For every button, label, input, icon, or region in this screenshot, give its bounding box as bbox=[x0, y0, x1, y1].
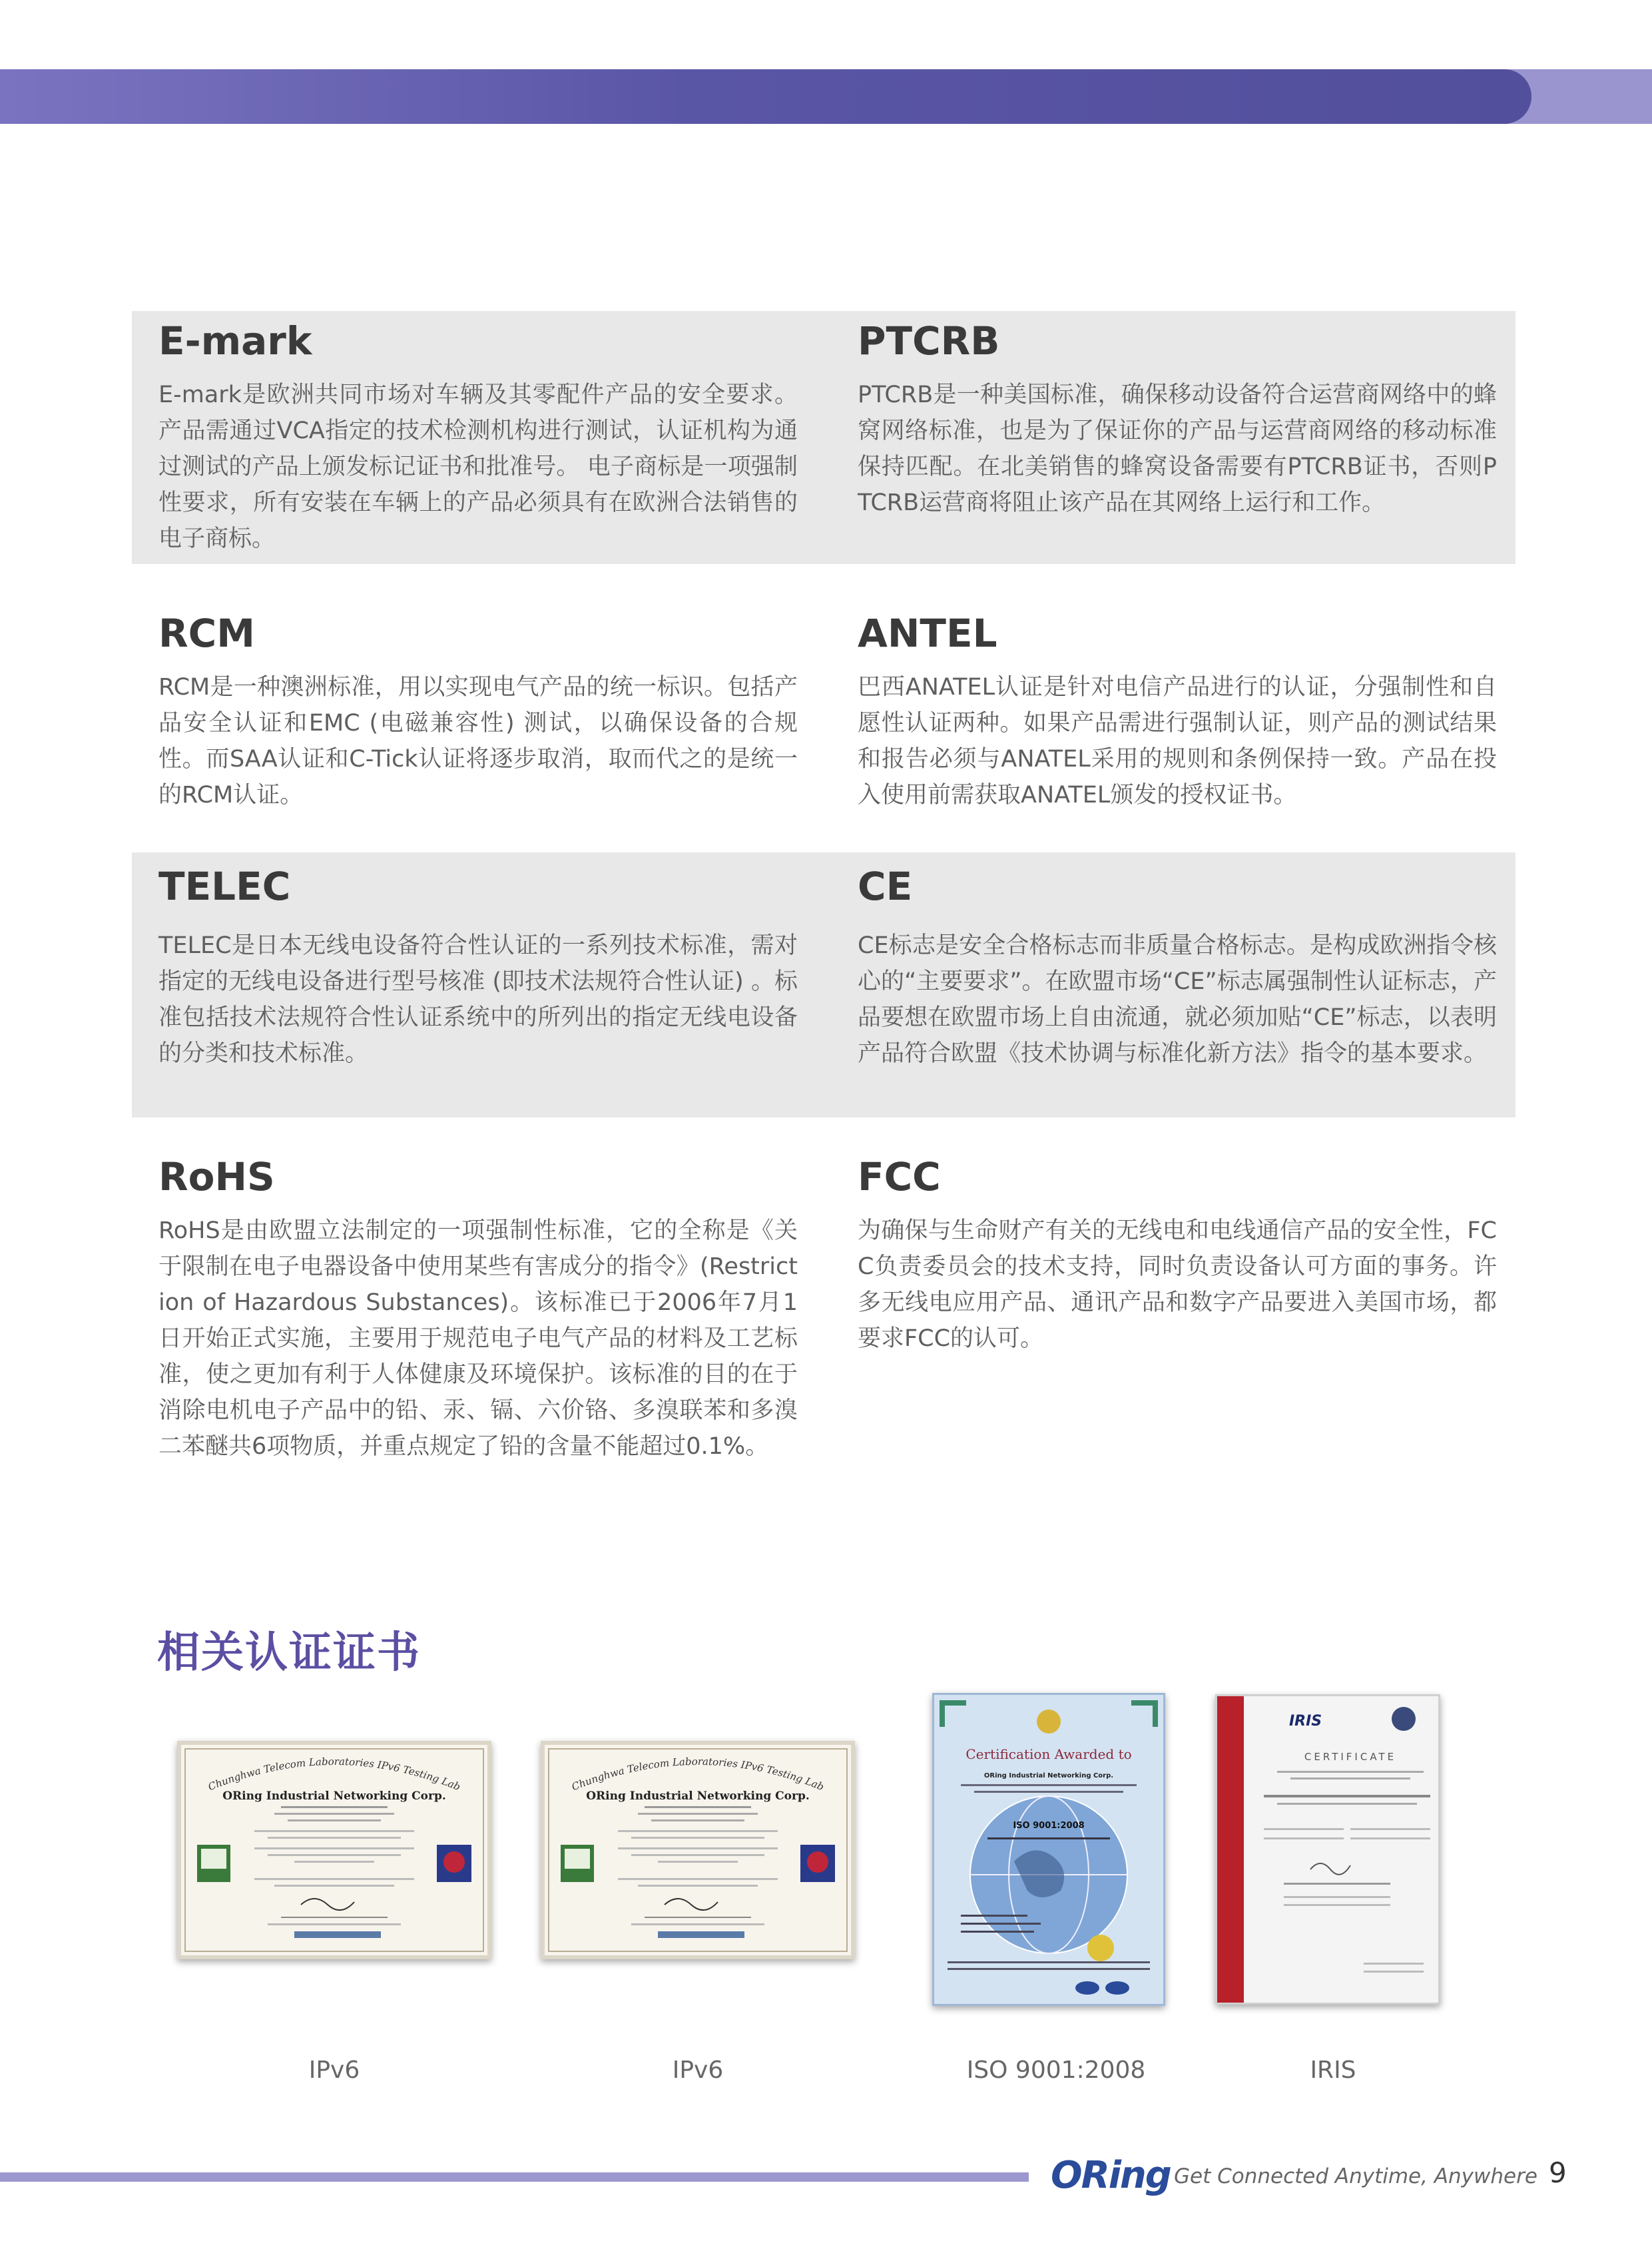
certificate-company: ORing Industrial Networking Corp. bbox=[586, 1789, 810, 1803]
ipv6-certificate-graphic bbox=[181, 1745, 487, 1955]
caption-ipv6-1: IPv6 bbox=[308, 2057, 360, 2084]
caption-iris: IRIS bbox=[1310, 2057, 1356, 2084]
iso-certificate-graphic bbox=[934, 1695, 1163, 2004]
certificate-standard: ISO 9001:2008 bbox=[1013, 1821, 1085, 1831]
cert-ce bbox=[858, 864, 1497, 1072]
cert-title: RCM bbox=[158, 611, 255, 656]
cert-emark bbox=[158, 318, 798, 557]
iso-certificate bbox=[932, 1693, 1165, 2006]
footer-tagline: Get Connected Anytime, Anywhere bbox=[1174, 2164, 1537, 2188]
cert-text: PTCRB是一种美国标准，确保移动设备符合运营商网络中的蜂窝网络标准，也是为了保证你的产品与运营商网络的移动标准保持匹配。在北美销售的蜂窝设备需要有PTCRB证书，否则PTCRB运营商将阻止该产品在其网络上运行和工作。 bbox=[858, 382, 1497, 516]
cert-title: TELEC bbox=[158, 864, 291, 909]
ipv6-certificate-graphic bbox=[545, 1745, 851, 1955]
header-band bbox=[0, 69, 1652, 124]
iris-certificate-graphic bbox=[1217, 1696, 1438, 2003]
cert-text: CE标志是安全合格标志而非质量合格标志。是构成欧洲指令核心的“主要要求”。在欧盟市场“CE”标志属强制性认证标志，产品要想在欧盟市场上自由流通，就必须加贴“CE”标志，以表明产品符合欧盟《技术协调与标准化新方法》指令的基本要求。 bbox=[858, 932, 1497, 1067]
cert-title: PTCRB bbox=[858, 318, 1000, 364]
cert-title: CE bbox=[858, 864, 913, 909]
cert-ptcrb bbox=[858, 318, 1497, 521]
cert-title: E-mark bbox=[158, 318, 312, 364]
ipv6-certificate-1 bbox=[177, 1741, 491, 1959]
cert-text: E-mark是欧洲共同市场对车辆及其零配件产品的安全要求。产品需通过VCA指定的技术检测机构进行测试，认证机构为通过测试的产品上颁发标记证书和批准号。 电子商标是一项强制性要求，所有安装在车辆上的产品必须具有在欧洲合法销售的电子商标。 bbox=[158, 382, 798, 552]
iris-logo: IRIS bbox=[1289, 1713, 1322, 1730]
cert-text: RoHS是由欧盟立法制定的一项强制性标准，它的全称是《关于限制在电子电器设备中使用某些有害成分的指令》(Restriction of Hazardous Substances)。该标准已于2006年7月1日开始正式实施，主要用于规范电子电气产品的材料及工艺标准，使之更加有利于人体健康及环境保护。该标准的目的在于消除电机电子产品中的铅、汞、镉、六价铬、多溴联苯和多溴二苯醚共6项物质，并重点规定了铅的含量不能超过0.1%。 bbox=[158, 1217, 798, 1460]
page-number: 9 bbox=[1549, 2156, 1567, 2189]
ipv6-certificate-2 bbox=[541, 1741, 855, 1959]
cert-telec bbox=[158, 864, 798, 1072]
cert-rcm bbox=[158, 611, 798, 813]
certificate-heading: Certification Awarded to bbox=[965, 1746, 1132, 1762]
cert-text: TELEC是日本无线电设备符合性认证的一系列技术标准，需对指定的无线电设备进行型号核准 (即技术法规符合性认证) 。标准包括技术法规符合性认证系统中的所列出的指定无线电设备的分类和技术标准。 bbox=[158, 932, 798, 1067]
oring-logo: ORing bbox=[1051, 2154, 1171, 2197]
footer-bar bbox=[0, 2172, 1029, 2182]
caption-iso: ISO 9001:2008 bbox=[966, 2057, 1146, 2084]
svg-text:Chunghwa Telecom Laboratories bbox=[570, 1756, 826, 1793]
certificate-company: ORing Industrial Networking Corp. bbox=[222, 1789, 446, 1803]
certificate-company: ORing Industrial Networking Corp. bbox=[983, 1772, 1114, 1779]
cert-text: RCM是一种澳洲标准，用以实现电气产品的统一标识。包括产品安全认证和EMC (电磁兼容性) 测试，以确保设备的合规性。而SAA认证和C-Tick认证将逐步取消，取而代之的是统一的RCM认证。 bbox=[158, 674, 798, 808]
cert-rohs bbox=[158, 1154, 798, 1464]
cert-title: ANTEL bbox=[858, 611, 997, 656]
cert-text: 巴西ANATEL认证是针对电信产品进行的认证，分强制性和自愿性认证两种。如果产品需进行强制认证，则产品的测试结果和报告必须与ANATEL采用的规则和条例保持一致。产品在投入使用前需获取ANATEL颁发的授权证书。 bbox=[858, 674, 1497, 808]
caption-ipv6-2: IPv6 bbox=[672, 2057, 724, 2084]
cert-title: RoHS bbox=[158, 1154, 275, 1199]
certificate-header: Chunghwa Telecom Laboratories IPv6 Testing Lab bbox=[569, 1755, 826, 1793]
cert-antel bbox=[858, 611, 1497, 813]
cert-title: FCC bbox=[858, 1154, 941, 1199]
certificate-heading: CERTIFICATE bbox=[1304, 1751, 1397, 1763]
certificate-header: Chunghwa Telecom Laboratories IPv6 Testing Lab bbox=[206, 1755, 463, 1793]
related-certs-title: 相关认证证书 bbox=[157, 1628, 421, 1678]
iris-certificate bbox=[1215, 1694, 1440, 2005]
cert-text: 为确保与生命财产有关的无线电和电线通信产品的安全性，FCC负责委员会的技术支持，同时负责设备认可方面的事务。许多无线电应用产品、通讯产品和数字产品要进入美国市场，都要求FCC的认可。 bbox=[858, 1217, 1497, 1352]
cert-fcc bbox=[858, 1154, 1497, 1357]
header-band-main bbox=[0, 69, 1531, 124]
svg-text:Chunghwa Telecom Laboratories bbox=[206, 1756, 462, 1793]
